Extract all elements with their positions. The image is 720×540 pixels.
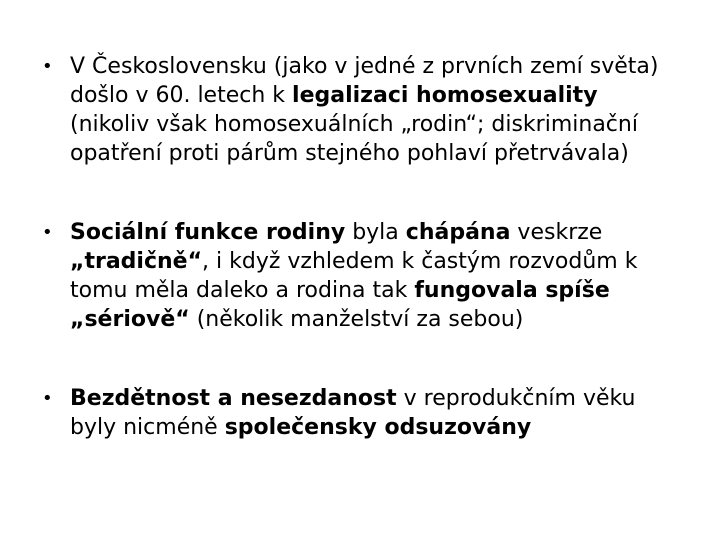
bullet-text — [70, 220, 637, 332]
bullet-dot: • — [42, 56, 53, 77]
text-run: (nikoliv však homosexuálních „rodin“; diskriminační opatření proti párům stejného pohlaví přetrvávala) — [70, 112, 638, 166]
bullet-text — [70, 386, 636, 440]
text-run: v reprodukčním věku byly nicméně — [70, 386, 636, 440]
bullet-dot: • — [42, 222, 53, 243]
bullet-dot: • — [42, 388, 53, 409]
text-run: byla — [345, 220, 406, 245]
text-run: veskrze — [510, 220, 603, 245]
bullet-item-family-function — [38, 218, 678, 334]
bullet-item-legalization — [38, 52, 678, 168]
text-run-bold: společensky odsuzovány — [224, 415, 532, 440]
bullet-list — [38, 52, 678, 442]
text-run-bold: legalizaci homosexuality — [292, 83, 598, 108]
text-run: (několik manželství za sebou) — [189, 307, 524, 332]
bullet-item-childlessness — [38, 384, 678, 442]
text-run-bold: Sociální funkce rodiny — [70, 220, 346, 245]
text-run-bold: Bezdětnost a nesezdanost — [70, 386, 397, 411]
text-run: , i když vzhledem k častým rozvodům k tomu měla daleko a rodina tak — [70, 249, 638, 303]
text-run-bold: „tradičně“ — [70, 249, 203, 274]
text-run: V Československu (jako v jedné z prvních zemí světa) došlo v 60. letech k — [70, 54, 659, 108]
text-run-bold: chápána — [405, 220, 511, 245]
bullet-text — [70, 54, 658, 166]
text-run-bold: fungovala spíše „sériově“ — [70, 278, 610, 332]
